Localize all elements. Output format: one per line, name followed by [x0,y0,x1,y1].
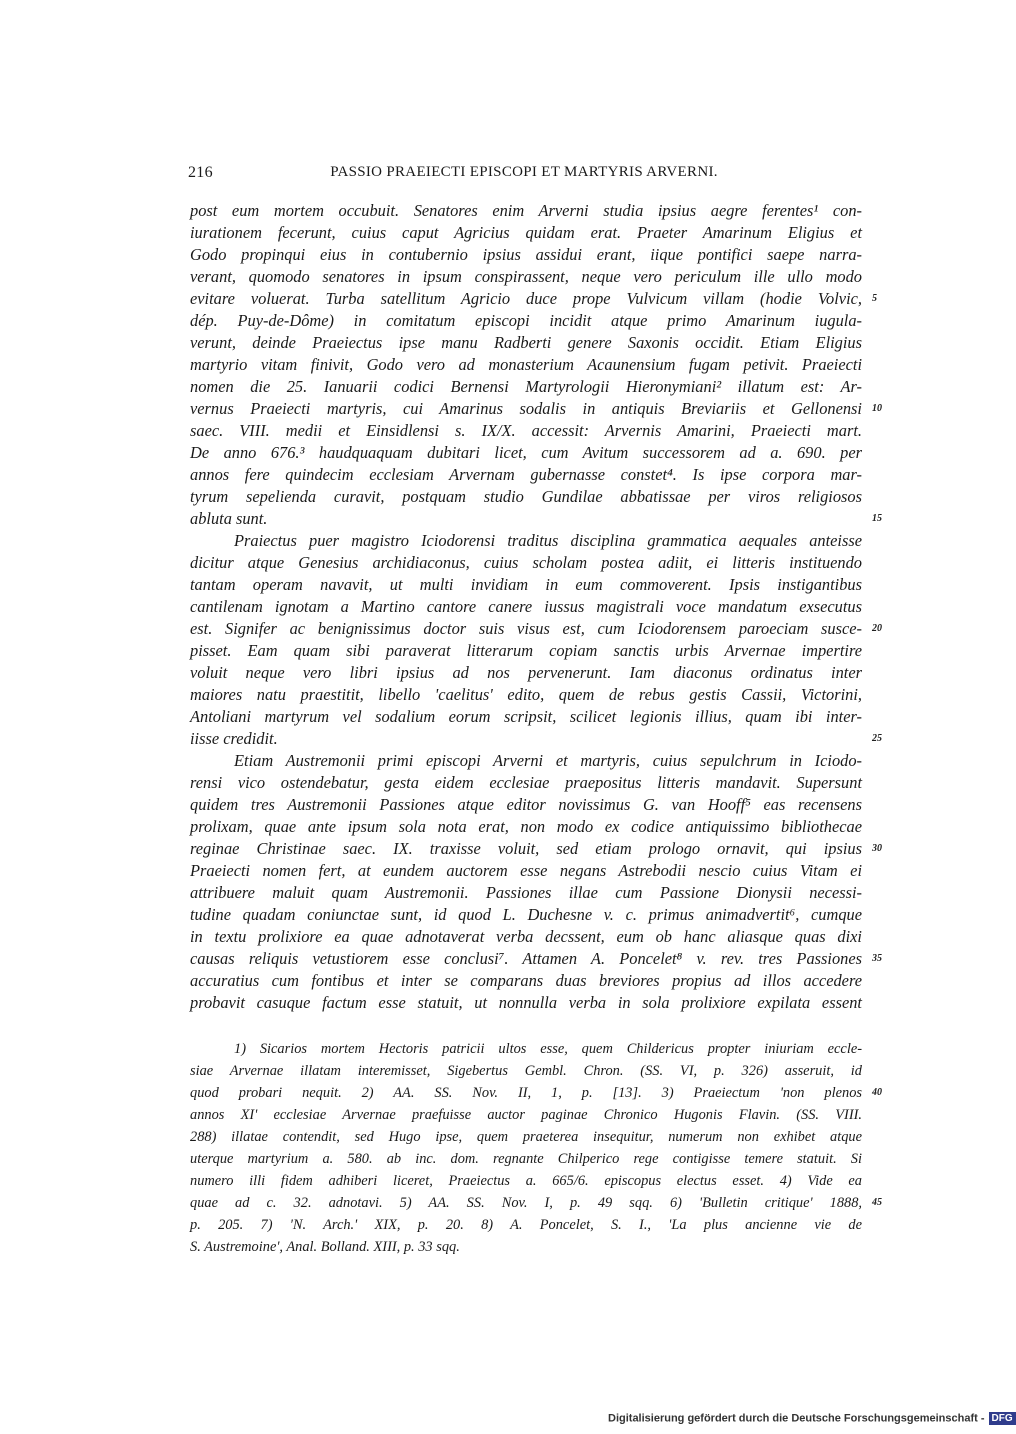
line-text: vernus Praeiecti martyris, cui Amarinus sodalis in antiquis Breviariis et Gellonensi [190,399,862,418]
line-text: probavit casuque factum esse statuit, ut nonnulla verba in sola prolixiore expilata essent [190,993,862,1012]
line-text: evitare voluerat. Turba satellitum Agricio duce prope Vulvicum villam (hodie Volvic, [190,289,862,308]
line-text: S. Austremoine', Anal. Bolland. XIII, p. 33 sqq. [190,1239,460,1255]
footnote-line [190,1038,862,1060]
line-text: in textu prolixiore ea quae adnotaverat verba decssent, eum ob hanc aliasque quas dixi [190,927,862,946]
text-line [190,464,862,486]
line-text: cantilenam ignotam a Martino cantore canere iussus magistrali voce mandatum exsecutus [190,597,862,616]
line-number: 10 [872,403,882,414]
text-line [190,420,862,442]
footnotes [190,1038,882,1258]
line-number: 25 [872,733,882,744]
line-text: attribuere maluit quam Austremonii. Passiones illae cum Passione Dionysii necessi- [190,883,862,902]
text-line [190,332,862,354]
line-text: numero illi fidem adhiberi liceret, Praeiectus a. 665/6. episcopus electus esset. 4) Vide ea [190,1173,862,1189]
text-line [190,376,862,398]
footnote-line [190,1126,862,1148]
line-text: Godo propinqui eius in contubernio ipsius assidui erant, iique pontifici saepe narra- [190,245,862,264]
line-text: abluta sunt. [190,509,268,528]
footnote-line [190,1236,862,1258]
line-text: voluit neque vero libri ipsius ad nos pervenerunt. Iam diaconus ordinatus inter [190,663,862,682]
line-text: Praeiecti nomen fert, at eundem auctorem esse negans Astrebodii nescio cuius Vitam ei [190,861,862,880]
line-text: quidem tres Austremonii Passiones atque editor novissimus G. van Hooff⁵ eas recensens [190,795,862,814]
text-line [190,266,862,288]
footnote-line [190,1104,862,1126]
line-text: post eum mortem occubuit. Senatores enim Arverni studia ipsius aegre ferentes¹ con- [190,201,862,220]
text-line [190,618,882,640]
line-text: dép. Puy-de-Dôme) in comitatum episcopi incidit atque primo Amarinum iugula- [190,311,862,330]
line-text: verant, quomodo senatores in ipsum conspirassent, neque vero periculum ille ullo modo [190,267,862,286]
line-text: tudine quadam coniunctae sunt, id quod L. Duchesne v. c. primus animadvertit⁶, cumque [190,905,862,924]
line-number: 5 [872,293,877,304]
text-line [190,860,862,882]
footnote-line [190,1192,882,1214]
line-number: 35 [872,953,882,964]
line-number: 30 [872,843,882,854]
text-line [190,222,862,244]
page-header [188,164,860,188]
running-title: PASSIO PRAEIECTI EPISCOPI ET MARTYRIS ARVERNI. [330,164,718,180]
line-text: Praiectus puer magistro Iciodorensi traditus disciplina grammatica aequales anteisse [234,531,862,550]
line-text: iisse credidit. [190,729,278,748]
dfg-logo: DFG [989,1412,1016,1425]
text-line [190,992,862,1014]
footnote-line [190,1148,862,1170]
text-line [190,794,862,816]
line-number: 15 [872,513,882,524]
line-text: siae Arvernae illatam interemisset, Sigebertus Gembl. Chron. (SS. VI, p. 326) asseruit, id [190,1063,862,1079]
line-number: 45 [872,1197,882,1208]
line-text: prolixam, quae ante ipsum sola nota erat, non modo ex codice antiquissimo bibliothecae [190,817,862,836]
text-line [190,816,862,838]
line-text: nomen die 25. Ianuarii codici Bernensi Martyrologii Hieronymiani² illatum est: Ar- [190,377,862,396]
digitization-credit [608,1412,1016,1425]
line-text: rensi vico ostendebatur, gesta eidem ecclesiae praepositus litteris mandavit. Supersunt [190,773,862,792]
footnote-line [190,1082,882,1104]
footnote-line [190,1214,862,1236]
line-text: accuratius cum fontibus et inter se comparans duas breviores propius ad illos accedere [190,971,862,990]
line-number: 20 [872,623,882,634]
text-line [190,398,882,420]
line-text: est. Signifer ac benignissimus doctor suis visus est, cum Iciodorensem paroeciam susce- [190,619,862,638]
line-text: pisset. Eam quam sibi paraverat litterarum copiam sanctis urbis Arvernae impertire [190,641,862,660]
line-text: De anno 676.³ haudquaquam dubitari licet, cum Avitum successorem ad a. 690. per [190,443,862,462]
line-text: martyrio vitam finivit, Godo vero ad monasterium Acaunensium fugam petivit. Praeiecti [190,355,862,374]
text-line [190,596,862,618]
line-text: tantam operam navavit, ut multi invidiam in eum commoverent. Ipsis instigantibus [190,575,862,594]
line-text: uterque martyrium a. 580. ab inc. dom. regnante Chilperico rege contigisse temere statuit. Si [190,1151,862,1167]
line-text: annos fere quindecim ecclesiam Arvernam gubernasse constet⁴. Is ipse corpora mar- [190,465,862,484]
text-line [190,838,882,860]
line-number: 40 [872,1087,882,1098]
line-text: iurationem fecerunt, cuius caput Agricius quidam erat. Praeter Amarinum Eligius et [190,223,862,242]
footnote-line [190,1060,862,1082]
main-text [190,200,882,1014]
page-number: 216 [188,164,213,181]
text-line [190,200,862,222]
text-line [190,530,862,552]
text-line [190,970,862,992]
line-text: quae ad c. 32. adnotavi. 5) AA. SS. Nov. I, p. 49 sqq. 6) 'Bulletin critique' 1888, [190,1195,862,1211]
text-line [190,508,882,530]
text-line [190,750,862,772]
text-line [190,684,862,706]
footnote-line [190,1170,862,1192]
text-line [190,926,862,948]
line-text: Etiam Austremonii primi episcopi Arverni et martyris, cuius sepulchrum in Iciodo- [234,751,862,770]
line-text: tyrum sepelienda curavit, postquam studio Gundilae abbatissae per viros religiosos [190,487,862,506]
text-line [190,310,862,332]
line-text: 1) Sicarios mortem Hectoris patricii ultos esse, quem Childericus propter iniuriam eccle- [234,1041,862,1057]
text-line [190,244,862,266]
line-text: saec. VIII. medii et Einsidlensi s. IX/X. accessit: Arvernis Amarini, Praeiecti mart. [190,421,862,440]
line-text: p. 205. 7) 'N. Arch.' XIX, p. 20. 8) A. Poncelet, S. I., 'La plus ancienne vie de [190,1217,862,1233]
line-text: Antoliani martyrum vel sodalium eorum scripsit, scilicet legionis illius, quam ibi inter- [190,707,862,726]
text-line [190,706,862,728]
text-line [190,904,862,926]
line-text: annos XI' ecclesiae Arvernae praefuisse auctor paginae Chronico Hugonis Flavin. (SS. VIII. [190,1107,862,1123]
text-line [190,354,862,376]
line-text: 288) illatae contendit, sed Hugo ipse, quem praeterea insequitur, numerum non exhibet atque [190,1129,862,1145]
line-text: verunt, deinde Praeiectus ipse manu Radberti genere Saxonis occidit. Etiam Eligius [190,333,862,352]
line-text: dicitur atque Genesius archidiaconus, cuius scholam postea adiit, ei litteris instituendo [190,553,862,572]
text-line [190,662,862,684]
line-text: reginae Christinae saec. IX. traxisse voluit, sed etiam prologo ornavit, qui ipsius [190,839,862,858]
text-line [190,728,882,750]
line-text: quod probari nequit. 2) AA. SS. Nov. II, 1, p. [13]. 3) Praeiectum 'non plenos [190,1085,862,1101]
text-line [190,288,877,310]
text-line [190,882,862,904]
text-line [190,574,862,596]
text-line [190,442,862,464]
text-line [190,640,862,662]
text-line [190,772,862,794]
text-line [190,948,882,970]
line-text: causas reliquis vetustiorem esse conclusi⁷. Attamen A. Poncelet⁸ v. rev. tres Passiones [190,949,862,968]
line-text: maiores natu praestitit, libello 'caelitus' edito, quem de rebus gestis Cassii, Victorini, [190,685,862,704]
digitization-credit-text: Digitalisierung gefördert durch die Deutsche Forschungsgemeinschaft - [608,1412,985,1425]
text-line [190,486,862,508]
text-line [190,552,862,574]
